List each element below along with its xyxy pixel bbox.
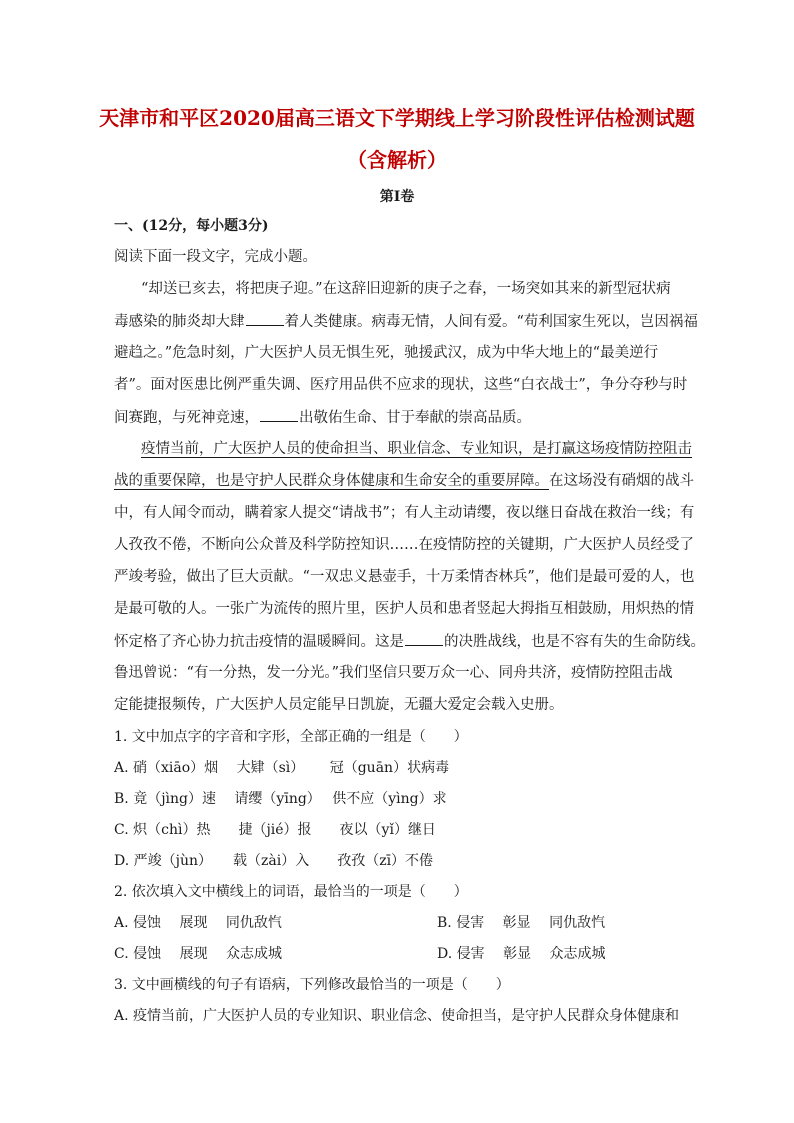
blank-2 xyxy=(260,407,298,422)
passage-p2-line7 xyxy=(114,631,705,652)
passage-p2-line3: 中，有人闻令而动，瞒着家人提交“请战书”；有人主动请缨，夜以继日奋战在救治一线；有 xyxy=(114,505,695,521)
question-3-option-a: A. 疫情当前，广大医护人员的专业知识、职业信念、使命担当，是守护人民群众身体健康和 xyxy=(114,1008,680,1024)
p2-l2-text-b: 在这场没有硝烟的战斗 xyxy=(549,473,694,489)
passage-p2-line4: 人孜孜不倦，不断向公众普及科学防控知识……在疫情防控的关键期，广大医护人员经受了 xyxy=(114,537,694,553)
passage-p2-line6: 是最可敬的人。一张广为流传的照片里，医护人员和患者竖起大拇指互相鼓励，用炽热的情 xyxy=(114,601,694,617)
passage-p1-line4: 者”。面对医患比例严重失调、医疗用品供不应求的现状，这些“白衣战士”，争分夺秒与时 xyxy=(114,377,688,393)
question-1-option-c: C. 炽（chì）热 捷（jié）报 夜以（yǐ）继日 xyxy=(114,822,436,838)
question-1-option-b: B. 竟（jìng）速 请缨（yīng） 供不应（yìng）求 xyxy=(114,791,447,807)
passage-p2-line5: 严竣考验，做出了巨大贡献。“一双忠义悬壶手，十万柔情杏林兵”，他们是最可爱的人，也 xyxy=(114,569,695,585)
question-3-stem: 3. 文中画横线的句子有语病，下列修改最恰当的一项是（ ） xyxy=(114,977,510,993)
p2-l7-text-b: 的决胜战线，也是不容有失的生命防线。 xyxy=(444,634,705,650)
passage-p2-line8: 鲁迅曾说：“有一分热，发一分光。”我们坚信只要万众一心、同舟共济，疫情防控阻击战 xyxy=(114,665,673,681)
passage-p1-line5 xyxy=(114,407,531,428)
question-1-option-d: D. 严竣（jùn） 载（zài）入 孜孜（zī）不倦 xyxy=(114,853,434,869)
passage-p1-line1: “却送已亥去，将把庚子迎。”在这辞旧迎新的庚子之春，一场突如其来的新型冠状病 xyxy=(141,281,671,297)
question-2-stem: 2. 依次填入文中横线上的词语，最恰当的一项是（ ） xyxy=(114,884,468,900)
question-1-option-a: A. 硝（xiāo）烟 大肄（sì） 冠（guān）状病毒 xyxy=(114,760,450,776)
p1-l2-text-a: 毒感染的肺炎却大肆 xyxy=(114,314,245,330)
p1-l2-text-b: 着人类健康。病毒无情，人间有爱。“苟利国家生死以，岂因祸福 xyxy=(284,314,698,330)
p1-l5-text-a: 间赛跑，与死神竞速， xyxy=(114,410,259,426)
passage-p2-line2 xyxy=(114,471,694,491)
volume-heading: 第Ⅰ卷 xyxy=(379,189,415,205)
passage-p1-line3: 避趋之。”危急时刻，广大医护人员无惧生死，驰援武汉，成为中华大地上的“最美逆行 xyxy=(114,345,659,361)
p2-l7-text-a: 怀定格了齐心协力抗击疫情的温暖瞬间。这是 xyxy=(114,634,404,650)
exam-subtitle: （含解析） xyxy=(347,148,447,172)
instruction-text: 阅读下面一段文字，完成小题。 xyxy=(114,249,317,265)
blank-3 xyxy=(405,631,443,646)
passage-p2-line9: 定能捷报频传，广大医护人员定能早日凯旋，无疆大爱定会载入史册。 xyxy=(114,697,564,713)
blank-1 xyxy=(246,311,284,326)
passage-p1-line2 xyxy=(114,311,698,332)
p2-underlined-sentence-end: 战的重要保障，也是守护人民群众身体健康和生命安全的重要屏障。 xyxy=(114,473,549,489)
question-2-option-d: D. 侵害 彰显 众志成城 xyxy=(437,946,606,962)
question-1-stem: 1. 文中加点字的字音和字形，全部正确的一组是（ ） xyxy=(114,729,468,745)
exam-title: 天津市和平区2020届高三语文下学期线上学习阶段性评估检测试题 xyxy=(99,106,695,130)
p1-l5-text-b: 出敬佑生命、甘于奉献的崇高品质。 xyxy=(299,410,531,426)
question-2-option-b: B. 侵害 彰显 同仇敌忾 xyxy=(437,915,606,931)
section-heading: 一、(12分，每小题3分) xyxy=(114,218,269,234)
passage-p2-line1: 疫情当前，广大医护人员的使命担当、职业信念、专业知识，是打赢这场疫情防控阻击 xyxy=(141,441,692,457)
question-2-option-a: A. 侵蚀 展现 同仇敌忾 xyxy=(114,915,282,931)
question-2-option-c: C. 侵蚀 展现 众志成城 xyxy=(114,946,283,962)
